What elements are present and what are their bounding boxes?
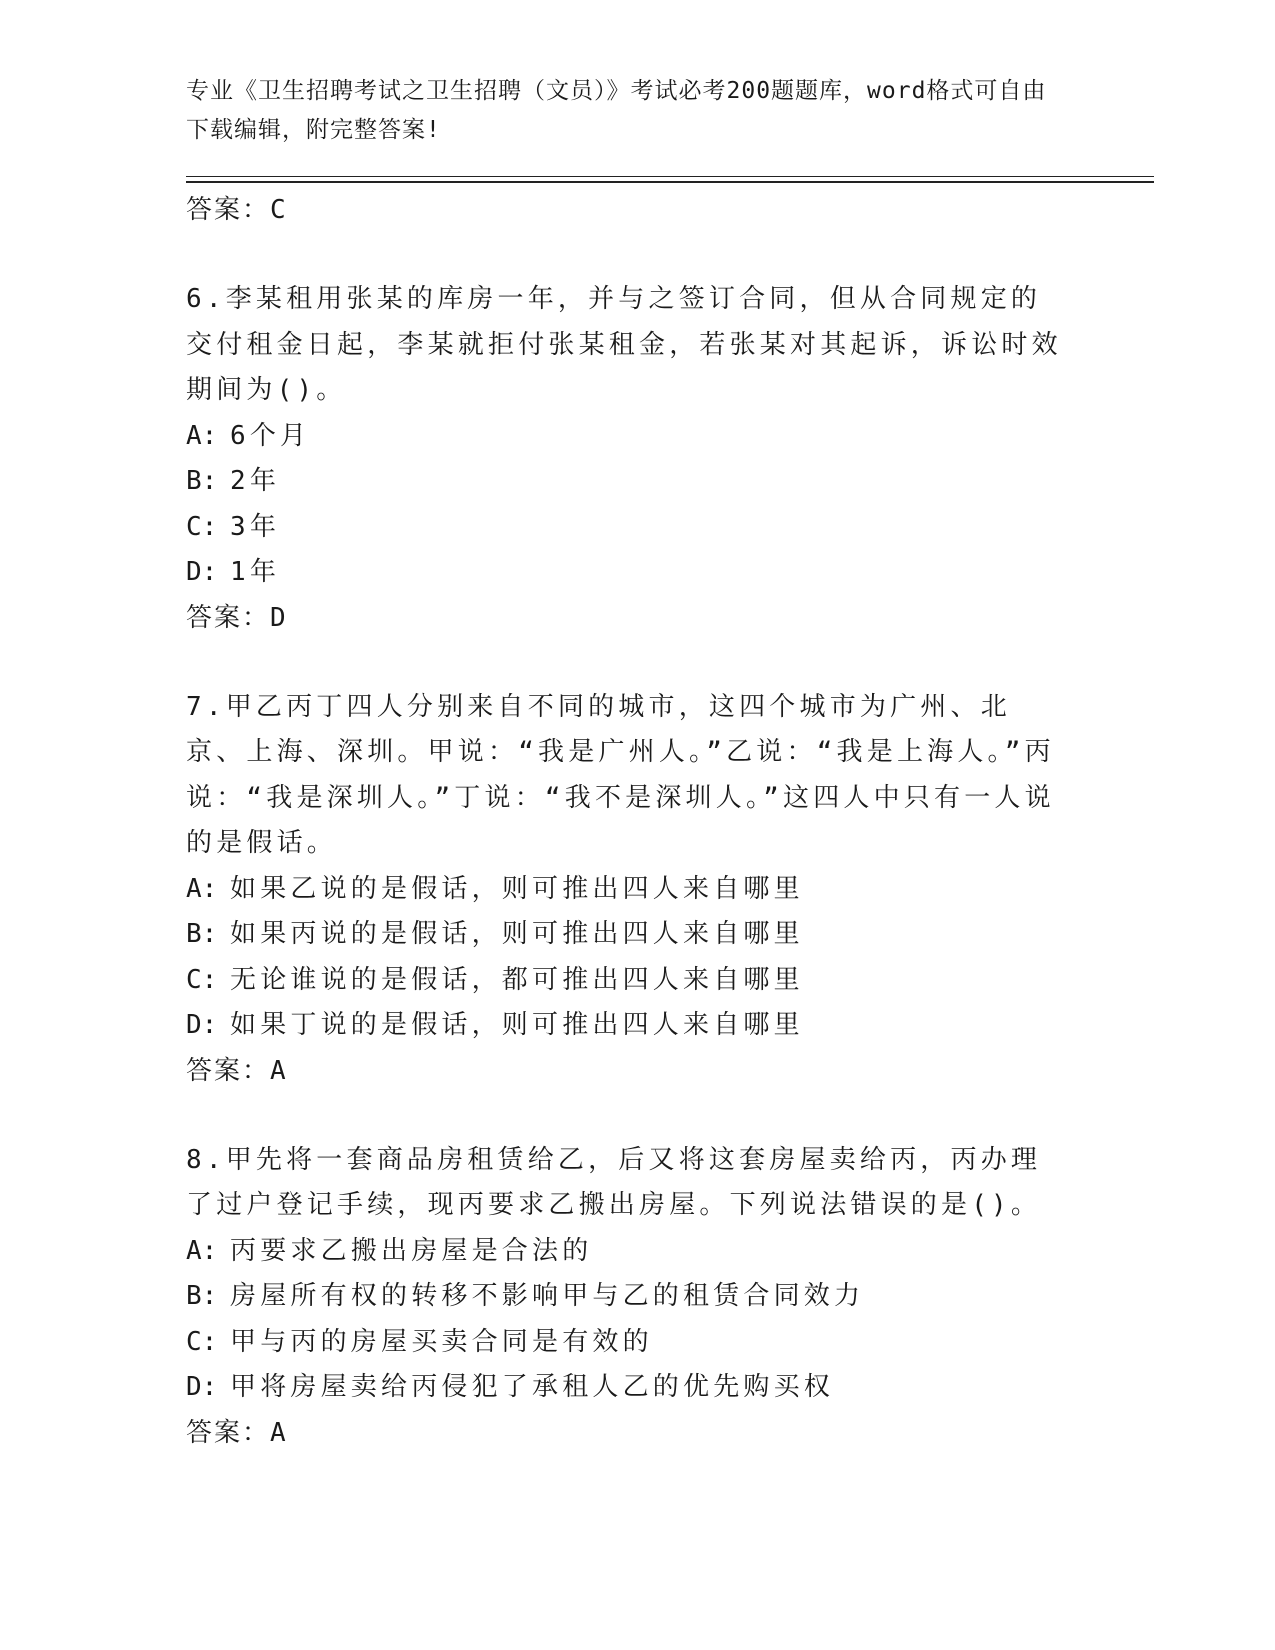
option-d [186,1003,1066,1049]
option-label: D: [186,1010,218,1040]
option-text: 3年 [230,511,281,542]
answer-prev: 答案：C [186,195,288,225]
option-text: 如果丙说的是假话，则可推出四人来自哪里 [230,919,804,949]
option-text: 丙要求乙搬出房屋是合法的 [230,1235,593,1266]
option-label: C: [186,964,218,995]
option-label: B: [186,919,218,949]
option-c [186,958,1066,1004]
header-rule-thin [186,176,1154,177]
option-d [186,1365,1066,1411]
option-text: 甲与丙的房屋买卖合同是有效的 [230,1326,653,1357]
option-text: 如果乙说的是假话，则可推出四人来自哪里 [230,873,804,904]
option-label: D: [186,557,218,587]
question-8 [186,1138,1066,1456]
option-text: 房屋所有权的转移不影响甲与乙的租赁合同效力 [230,1281,865,1311]
option-a [186,867,1066,913]
spacer [186,233,1066,277]
option-text: 6个月 [230,420,311,451]
header-rule-thick [186,181,1154,183]
option-text: 甲将房屋卖给丙侵犯了承租人乙的优先购买权 [230,1372,835,1402]
option-b [186,912,1066,958]
spacer [186,1094,1066,1138]
answer: 答案：A [186,1417,288,1448]
option-label: B: [186,466,218,496]
question-7 [186,685,1066,1094]
page-header: 专业《卫生招聘考试之卫生招聘（文员）》考试必考200题题库，word格式可自由下载编辑，附完整答案! [186,78,1047,143]
question-text: 6.李某租用张某的库房一年，并与之签订合同，但从合同规定的交付租金日起，李某就拒付张某租金，若张某对其起诉，诉讼时效期间为()。 [186,284,1062,405]
answer: 答案：A [186,1055,288,1086]
option-text: 1年 [230,557,281,587]
option-a [186,414,1066,460]
option-text: 2年 [230,466,281,496]
option-b [186,1274,1066,1320]
spacer [186,641,1066,685]
question-6 [186,277,1066,641]
option-label: D: [186,1372,218,1402]
option-label: C: [186,1326,218,1357]
question-text: 8.甲先将一套商品房租赁给乙，后又将这套房屋卖给丙，丙办理了过户登记手续，现丙要求乙搬出房屋。下列说法错误的是()。 [186,1144,1042,1220]
option-label: A: [186,420,218,451]
option-c [186,505,1066,551]
answer: 答案：D [186,602,288,633]
option-text: 如果丁说的是假话，则可推出四人来自哪里 [230,1010,804,1040]
option-text: 无论谁说的是假话，都可推出四人来自哪里 [230,964,804,995]
option-label: B: [186,1281,218,1311]
question-text: 7.甲乙丙丁四人分别来自不同的城市，这四个城市为广州、北京、上海、深圳。甲说：“我是广州人。”乙说：“我是上海人。”丙说：“我是深圳人。”丁说：“我不是深圳人。”这四人中只有一人说的是假话。 [186,691,1055,858]
option-d [186,550,1066,596]
option-label: C: [186,511,218,542]
option-a [186,1229,1066,1275]
option-b [186,459,1066,505]
option-label: A: [186,873,218,904]
option-label: A: [186,1235,218,1266]
document-body [186,188,1066,1456]
option-c [186,1320,1066,1366]
